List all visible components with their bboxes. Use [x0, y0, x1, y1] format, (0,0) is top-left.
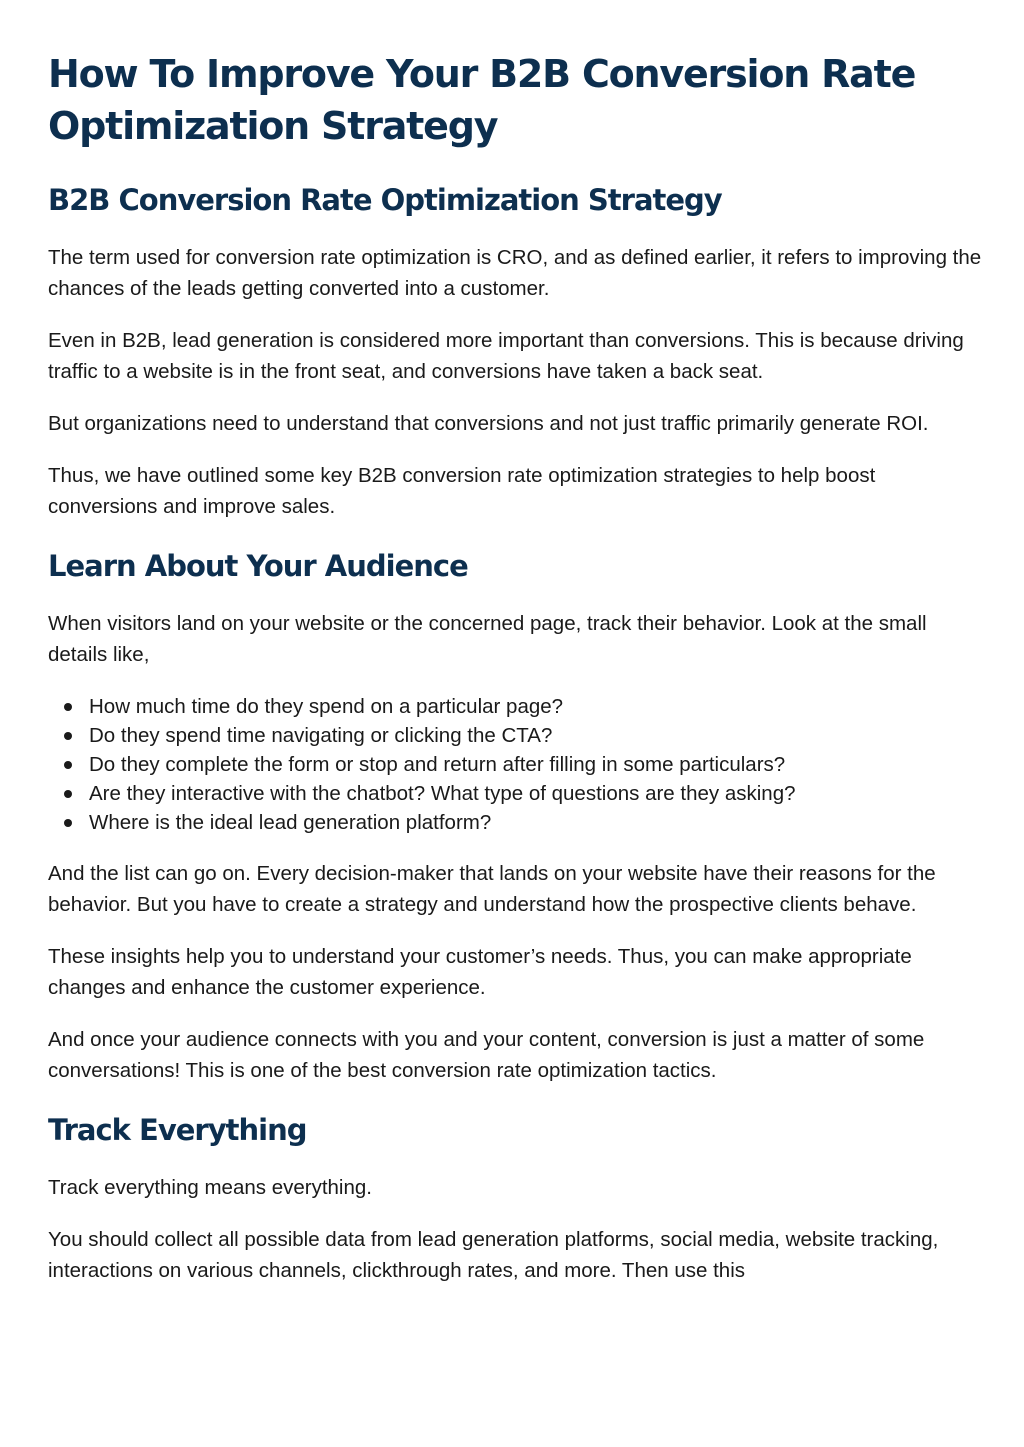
list-item-text: How much time do they spend on a particular page? — [89, 695, 564, 718]
bullet-dot-icon — [64, 790, 72, 798]
list-item — [48, 750, 983, 779]
paragraph: Track everything means everything. — [48, 1176, 372, 1199]
list-item — [48, 779, 983, 808]
section-heading-track-everything: Track Everything — [48, 1113, 307, 1147]
paragraph: But organizations need to understand that conversions and not just traffic primarily generate ROI. — [48, 412, 929, 435]
bullet-dot-icon — [64, 819, 72, 827]
list-item-text: Do they complete the form or stop and return after filling in some particulars? — [89, 753, 786, 776]
section-heading-cro-strategy: B2B Conversion Rate Optimization Strategy — [48, 183, 722, 217]
paragraph: You should collect all possible data from lead generation platforms, social media, website tracking, interactions on various channels, clickthrough rates, and more. Then use this — [48, 1228, 939, 1282]
document-page — [48, 48, 983, 1286]
paragraph: And the list can go on. Every decision-maker that lands on your website have their reasons for the behavior. But you have to create a strategy and understand how the prospective clients behave. — [48, 862, 936, 916]
paragraph: These insights help you to understand your customer’s needs. Thus, you can make appropriate changes and enhance the customer experience. — [48, 945, 912, 999]
bullet-dot-icon — [64, 761, 72, 769]
paragraph: The term used for conversion rate optimization is CRO, and as defined earlier, it refers to improving the chances of the leads getting converted into a customer. — [48, 246, 982, 300]
list-item — [48, 692, 983, 721]
list-item-text: Are they interactive with the chatbot? What type of questions are they asking? — [89, 782, 796, 805]
bullet-dot-icon — [64, 703, 72, 711]
list-item-text: Where is the ideal lead generation platform? — [89, 811, 492, 834]
list-item-text: Do they spend time navigating or clicking the CTA? — [89, 724, 553, 747]
paragraph: When visitors land on your website or the concerned page, track their behavior. Look at the small details like, — [48, 612, 927, 666]
paragraph: Thus, we have outlined some key B2B conversion rate optimization strategies to help boost conversions and improve sales. — [48, 464, 876, 518]
section-heading-learn-audience: Learn About Your Audience — [48, 549, 468, 583]
page-title: How To Improve Your B2B Conversion Rate Optimization Strategy — [48, 52, 916, 148]
list-item — [48, 721, 983, 750]
paragraph: And once your audience connects with you and your content, conversion is just a matter of some conversations! This is one of the best conversion rate optimization tactics. — [48, 1028, 925, 1082]
bullet-list — [48, 692, 983, 837]
list-item — [48, 808, 983, 837]
bullet-dot-icon — [64, 732, 72, 740]
paragraph: Even in B2B, lead generation is considered more important than conversions. This is because driving traffic to a website is in the front seat, and conversions have taken a back seat. — [48, 329, 964, 383]
